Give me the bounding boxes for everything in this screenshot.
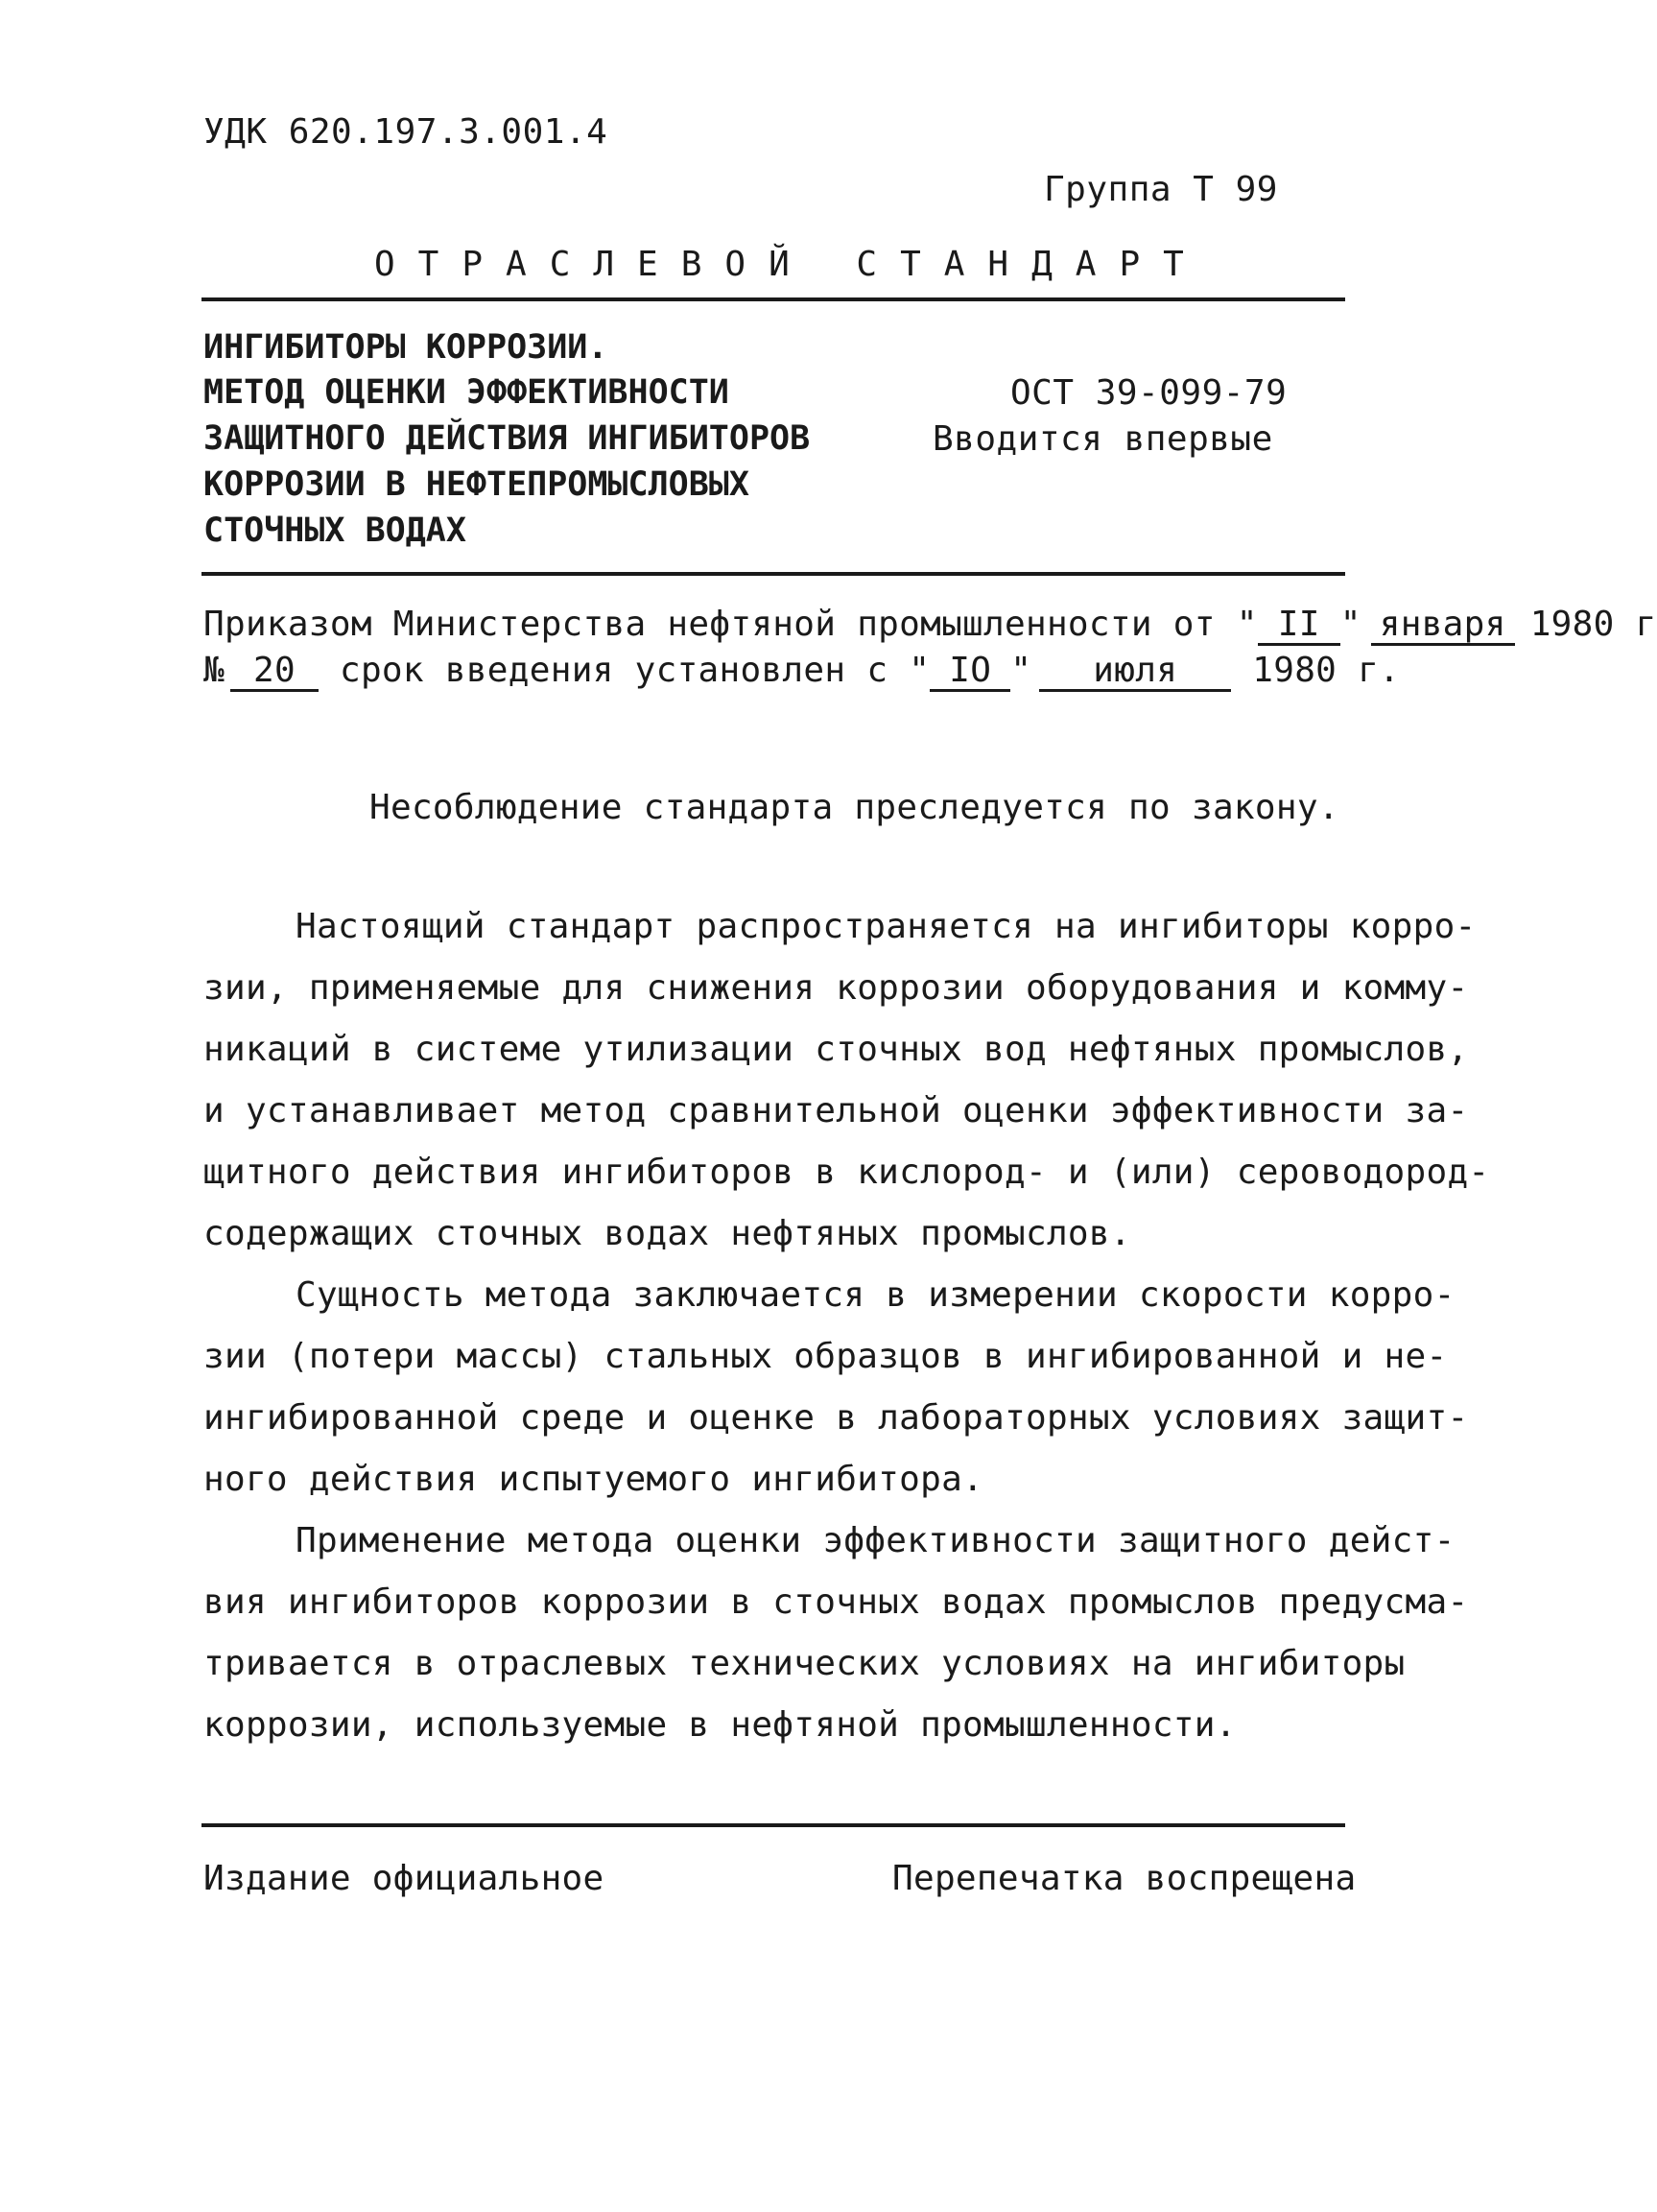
term-quote: " (1010, 651, 1032, 690)
order-prefix: Приказом Министерства нефтяной промышленности от " (203, 605, 1258, 644)
title-line-4: КОРРОЗИИ В НЕФТЕПРОМЫСЛОВЫХ (203, 465, 749, 504)
legal-warning: Несоблюдение стандарта преследуется по закону. (369, 788, 1339, 827)
title-line-2: МЕТОД ОЦЕНКИ ЭФФЕКТИВНОСТИ (203, 373, 729, 412)
order-month: января (1371, 607, 1515, 646)
ost-code: ОСТ 39-099-79 (1010, 373, 1288, 413)
order-day: II (1258, 607, 1340, 646)
order-number: 20 (230, 653, 319, 692)
title-line-3: ЗАЩИТНОГО ДЕЙСТВИЯ ИНГИБИТОРОВ (203, 419, 811, 458)
paragraph-1-line-2: зии, применяемые для снижения коррозии оборудования и комму- (203, 968, 1469, 1008)
order-term-text: срок введения установлен с " (339, 651, 931, 690)
paragraph-2-line-1: Сущность метода заключается в измерении скорости корро- (296, 1275, 1456, 1315)
paragraph-2-line-4: ного действия испытуемого ингибитора. (203, 1460, 984, 1499)
order-line-2 (203, 653, 1400, 692)
paragraph-3-line-4: коррозии, используемые в нефтяной промышленности. (203, 1705, 1237, 1745)
paragraph-1-line-4: и устанавливает метод сравнительной оценки эффективности за- (203, 1091, 1469, 1130)
paragraph-1-line-3: никаций в системе утилизации сточных вод нефтяных промыслов, (203, 1030, 1469, 1069)
order-line-1 (203, 607, 1657, 646)
order-number-sign: № (203, 651, 225, 690)
intro-note: Вводится впервые (933, 419, 1273, 459)
title-line-5: СТОЧНЫХ ВОДАХ (203, 511, 466, 550)
term-year: 1980 г. (1252, 651, 1401, 690)
title-line-1: ИНГИБИТОРЫ КОРРОЗИИ. (203, 328, 608, 367)
udk-code: УДК 620.197.3.001.4 (203, 112, 608, 152)
order-quote: " (1339, 605, 1361, 644)
title-rule (201, 572, 1345, 576)
term-day: IO (930, 653, 1010, 692)
paragraph-1-line-6: содержащих сточных водах нефтяных промыслов. (203, 1214, 1131, 1253)
footer-rule (201, 1823, 1345, 1827)
paragraph-1-line-1: Настоящий стандарт распространяется на ингибиторы корро- (296, 907, 1477, 946)
group-label: Группа Т 99 (1044, 170, 1278, 209)
footer-official-edition: Издание официальное (203, 1859, 604, 1898)
heading-rule (201, 297, 1345, 301)
paragraph-1-line-5: щитного действия ингибиторов в кислород- и (или) сероводород- (203, 1153, 1490, 1192)
document-heading: ОТРАСЛЕВОЙ СТАНДАРТ (374, 245, 1207, 284)
order-year: 1980 г (1529, 605, 1657, 644)
paragraph-3-line-3: тривается в отраслевых технических условиях на ингибиторы (203, 1644, 1406, 1683)
paragraph-2-line-3: ингибированной среде и оценке в лабораторных условиях защит- (203, 1398, 1469, 1438)
paragraph-2-line-2: зии (потери массы) стальных образцов в ингибированной и не- (203, 1337, 1448, 1376)
term-month: июля (1039, 653, 1231, 692)
footer-reprint-prohibited: Перепечатка воспрещена (892, 1859, 1357, 1898)
paragraph-3-line-1: Применение метода оценки эффективности защитного дейст- (296, 1521, 1456, 1560)
paragraph-3-line-2: вия ингибиторов коррозии в сточных водах промыслов предусма- (203, 1582, 1469, 1622)
